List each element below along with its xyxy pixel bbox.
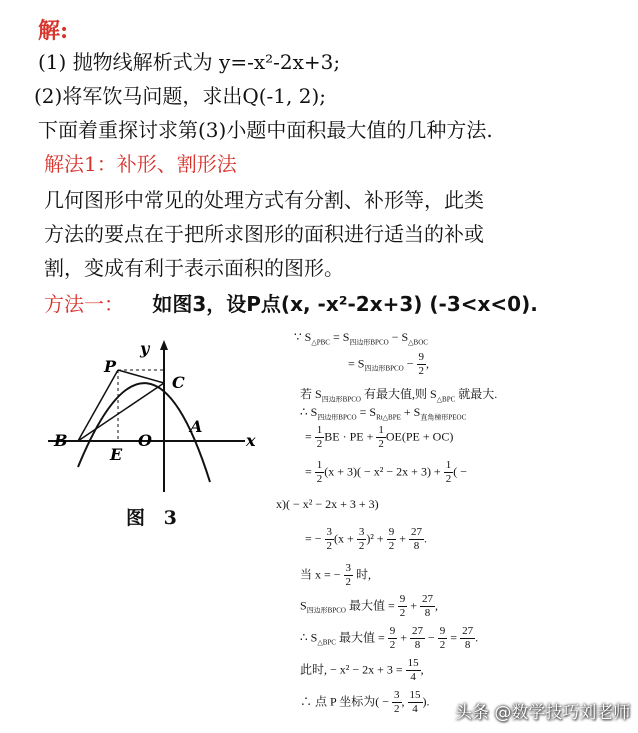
sol-line-9: 当 x = − $\frac{3}{2}$ 时, <box>300 562 372 588</box>
y-axis-arrow <box>160 340 168 350</box>
sol-line-11: ∴ $S_{\triangle BPC}$ 最大值 = $\frac{9}{2}$ + $\frac{27}{8}$ − $\frac{9}{2}$ = $\frac{27}{8}$ . <box>300 625 479 651</box>
method1-desc-line2: 方法的要点在于把所求图形的面积进行适当的补或 <box>44 222 484 246</box>
sol-line-4: ∴ $S_{四边形BPCO} = S_{Rt\triangle BPE} + S_{直角梯形PEOC}$ <box>300 405 467 422</box>
method1-title: 解法1：补形、割形法 <box>44 152 237 176</box>
watermark-text: 头条 @数学技巧刘老师 <box>455 703 631 723</box>
jie-label: 解: <box>38 18 69 44</box>
sol-line-1: ∵ $S_{\triangle PBC} = S_{四边形BPCO} - S_{\triangle BOC}$ <box>294 330 428 347</box>
intro-text: 下面着重探讨求第(3)小题中面积最大值的几种方法. <box>38 118 493 142</box>
sol-line-2: = $S_{四边形BPCO}$ − $\frac{9}{2}$ , <box>348 351 430 377</box>
sol-line-6: = $\frac{1}{2}$ (x + 3)( − x² − 2x + 3) + $\frac{1}{2}$ ( − <box>305 459 467 485</box>
method1-sub-line <box>44 288 538 317</box>
label-A: A <box>190 417 203 436</box>
label-O: O <box>138 431 152 450</box>
step2-text: (2)将军饮马问题，求出Q(-1, 2); <box>34 84 326 108</box>
step1-text: (1) 抛物线解析式为 y=-x²-2x+3; <box>38 50 341 74</box>
method1-desc-line1: 几何图形中常见的处理方式有分割、补形等，此类 <box>44 188 484 212</box>
sol-line-5: = $\frac{1}{2}$ BE · PE + $\frac{1}{2}$ OE(PE + OC) <box>305 424 454 450</box>
segment-PC <box>118 370 164 383</box>
sol-line-12: 此时, − x² − 2x + 3 = $\frac{15}{4}$ , <box>300 657 424 683</box>
sol-line-3: 若 $S_{四边形BPCO}$ 有最大值,则 $S_{\triangle BPC}$ 就最大. <box>300 387 498 404</box>
sol-line-13: ∴ 点 P 坐标为( − $\frac{3}{2}$ , $\frac{15}{4}$ ). <box>300 689 430 715</box>
method1-desc-line3: 割，变成有利于表示面积的图形。 <box>44 256 344 280</box>
label-B: B <box>54 431 68 450</box>
fraction: $\frac{9}{2}$ <box>418 351 425 377</box>
sub-method-label: 方法一： <box>44 292 124 316</box>
sub-method-text: 如图3，设P点(x, -x²-2x+3) (-3<x<0). <box>152 292 538 316</box>
figure-3-graph <box>40 332 270 502</box>
figure-caption: 图 3 <box>126 507 183 529</box>
sol-line-7: x)( − x² − 2x + 3 + 3) <box>276 497 379 511</box>
segment-BP <box>78 370 118 441</box>
label-E: E <box>110 445 123 464</box>
sol-line-10: $S_{四边形BPCO}$ 最大值 = $\frac{9}{2}$ + $\frac{27}{8}$ , <box>300 593 439 619</box>
label-y: y <box>140 339 150 358</box>
label-x: x <box>246 431 256 450</box>
label-C: C <box>172 373 185 392</box>
label-P: P <box>104 357 117 376</box>
sol-line-8: = − $\frac{3}{2}$ (x + $\frac{3}{2}$ )² + $\frac{9}{2}$ + $\frac{27}{8}$ . <box>305 526 427 552</box>
